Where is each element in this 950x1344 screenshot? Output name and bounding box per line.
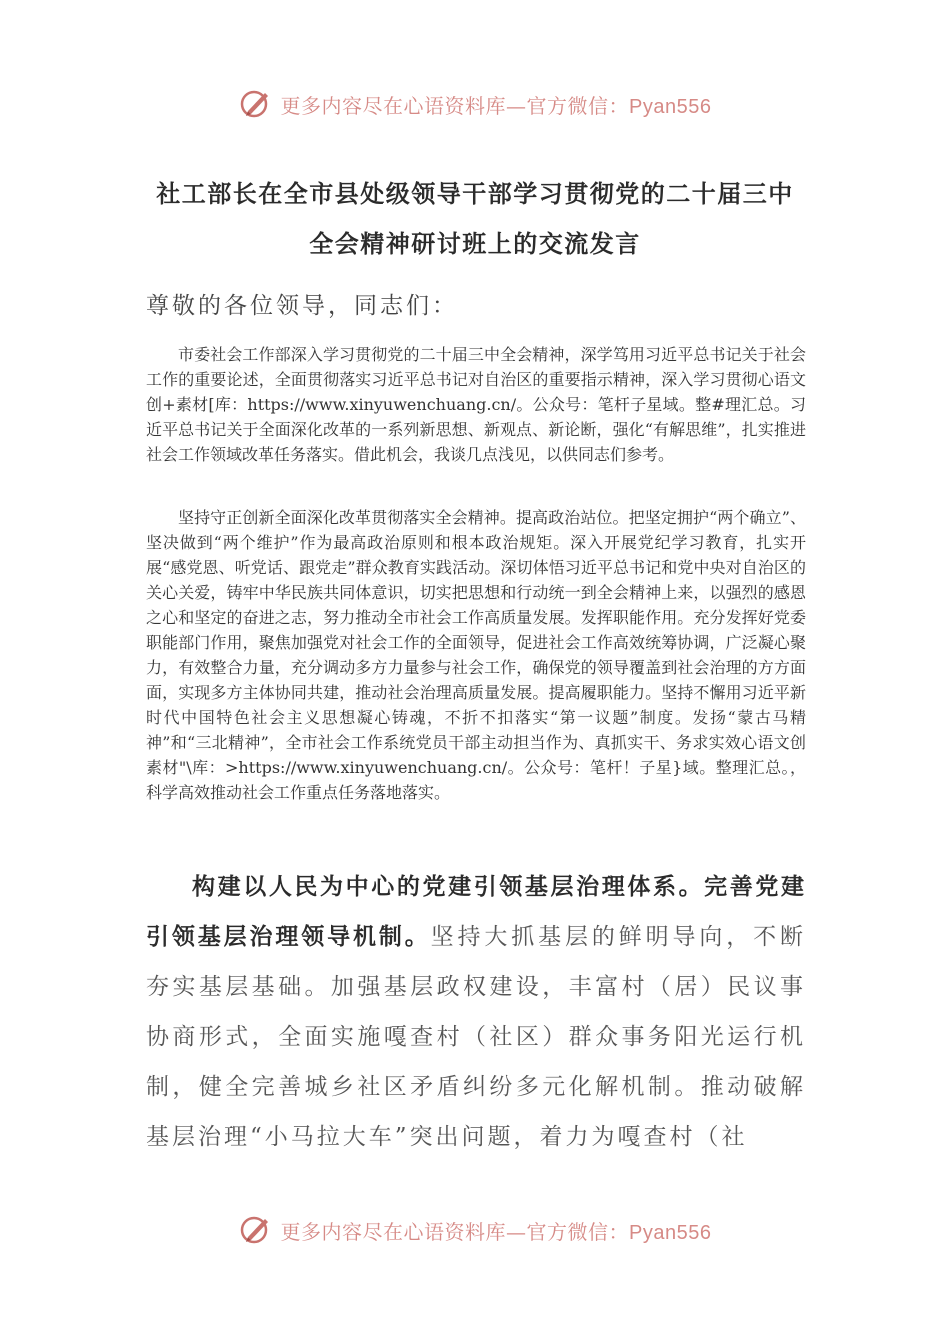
watermark-id: Pyan556 bbox=[629, 1221, 712, 1244]
document-title-line2: 全会精神研讨班上的交流发言 bbox=[309, 230, 641, 258]
document-title-line1: 社工部长在全市县处级领导干部学习贯彻党的二十届三中 bbox=[156, 180, 794, 208]
watermark-text bbox=[281, 90, 712, 119]
watermark-label: 更多内容尽在心语资料库—官方微信： bbox=[280, 1219, 630, 1244]
pen-logo-icon bbox=[239, 87, 273, 121]
salutation: 尊敬的各位领导，同志们： bbox=[146, 293, 458, 319]
paragraph-intro: 市委社会工作部深入学习贯彻党的二十届三中全会精神，深学笃用习近平总书记关于社会工作的重要论述，全面贯彻落实习近平总书记对自治区的重要指示精神，深入学习贯彻心语文创+素材[库：https://www.xinyuwenchuang.cn/。公众号：笔杆子星域。整#理汇总。习近平总书记关于全面深化改革的一系列新思想、新观点、新论断，强化“有解思维”，扎实推进社会工作领域改革任务落实。借此机会，我谈几点浅见，以供同志们参考。 bbox=[146, 345, 806, 464]
paragraph-governance bbox=[146, 862, 806, 1162]
paragraph-governance-body: 坚持大抓基层的鲜明导向，不断夯实基层基础。加强基层政权建设，丰富村（居）民议事协商形式，全面实施嘎查村（社区）群众事务阳光运行机制，健全完善城乡社区矛盾纠纷多元化解机制。推动破解基层治理“小马拉大车”突出问题，着力为嘎查村（社 bbox=[146, 924, 806, 1150]
watermark-footer bbox=[0, 1210, 950, 1250]
paragraph-governance-heading: 构建以人民为中心的党建引领基层治理体系。完善党建引领基层治理领导机制。 bbox=[146, 874, 806, 950]
watermark-header bbox=[0, 84, 950, 124]
watermark-text bbox=[281, 1216, 712, 1245]
watermark-label: 更多内容尽在心语资料库—官方微信： bbox=[280, 93, 630, 118]
paragraph-reform: 坚持守正创新全面深化改革贯彻落实全会精神。提高政治站位。把坚定拥护“两个确立”、坚决做到“两个维护”作为最高政治原则和根本政治规矩。深入开展党纪学习教育，扎实开展“感党恩、听党话、跟党走”群众教育实践活动。深切体悟习近平总书记和党中央对自治区的关心关爱，铸牢中华民族共同体意识，切实把思想和行动统一到全会精神上来，以强烈的感恩之心和坚定的奋进之志，努力推动全市社会工作高质量发展。发挥职能作用。充分发挥好党委职能部门作用，聚焦加强党对社会工作的全面领导，促进社会工作高效统筹协调，广泛凝心聚力，有效整合力量，充分调动多方力量参与社会工作，确保党的领导覆盖到社会治理的方方面面，实现多方主体协同共建，推动社会治理高质量发展。提高履职能力。坚持不懈用习近平新时代中国特色社会主义思想凝心铸魂，不折不扣落实“第一议题”制度。发扬“蒙古马精神”和“三北精神”，全市社会工作系统党员干部主动担当作为、真抓实干、务求实效心语文创素材"\库：>https://www.xinyuwenchuang.cn/。公众号：笔杆！子星}域。整理汇总。，科学高效推动社会工作重点任务落地落实。 bbox=[146, 508, 806, 802]
pen-logo-icon bbox=[239, 1213, 273, 1247]
watermark-id: Pyan556 bbox=[629, 95, 712, 118]
